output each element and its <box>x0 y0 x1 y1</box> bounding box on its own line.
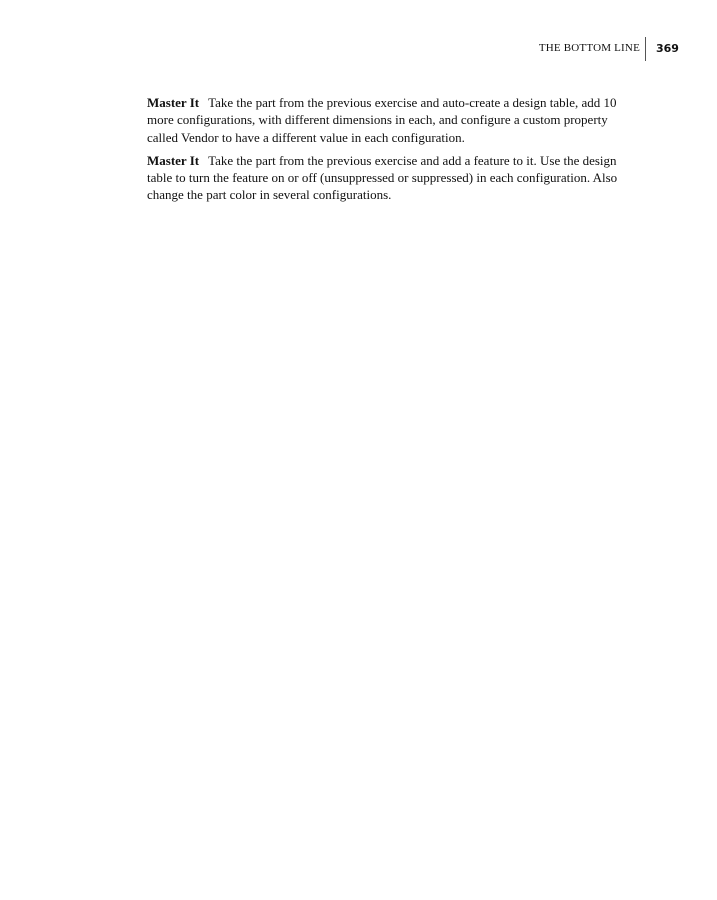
body-text <box>147 94 639 210</box>
running-head-title: THE BOTTOM LINE <box>538 42 640 54</box>
exercise-text: Take the part from the previous exercise and auto-create a design table, add 10 more configurations, with different dimensions in each, and configure a custom property called Vendor to have a different value in each configuration. <box>147 95 617 145</box>
exercise-lead-label: Master It <box>147 152 200 168</box>
running-head <box>0 42 717 62</box>
exercise-paragraph <box>147 94 639 146</box>
running-head-divider <box>645 37 646 61</box>
exercise-lead-label: Master It <box>147 95 200 110</box>
exercise-text: Take the part from the previous exercise and add a feature to it. Use the design table to turn the feature on or off (unsuppressed or suppressed) in each configuration. Also change the part color in several configurations. <box>147 152 618 203</box>
exercise-paragraph <box>147 152 639 204</box>
page-number: 369 <box>656 42 679 55</box>
